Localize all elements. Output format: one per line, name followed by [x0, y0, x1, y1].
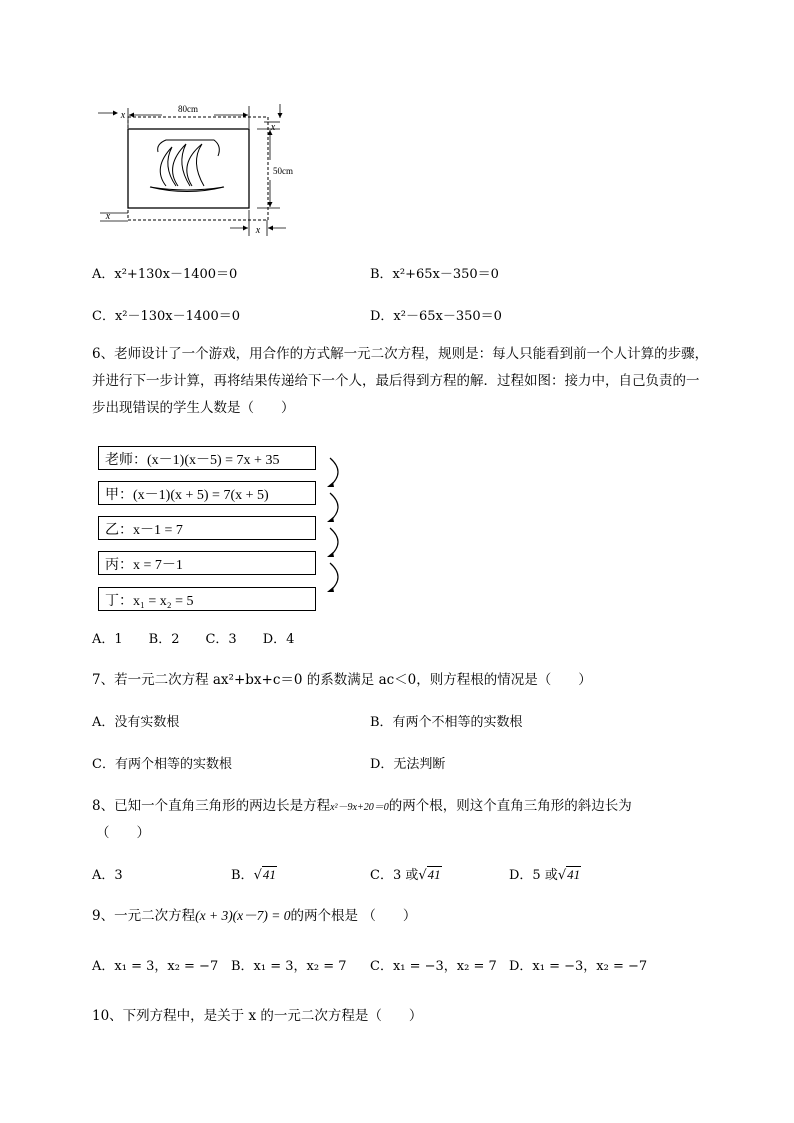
q7-option-c[interactable]: C．有两个相等的实数根 [92, 757, 232, 772]
ship-painting-figure [92, 100, 302, 240]
q8-option-b[interactable]: B．√41 [231, 867, 276, 883]
q6-step-jia: 甲：(x－1)(x + 5) = 7(x + 5) [98, 481, 316, 505]
q8-option-d[interactable]: D．5 或√41 [509, 867, 581, 883]
q6-step-teacher: 老师：(x－1)(x－5) = 7x + 35 [98, 446, 316, 470]
relay-arrows [316, 450, 356, 615]
q10-text: 10、下列方程中，是关于 x 的一元二次方程是（ ） [92, 1008, 423, 1024]
q7-option-a[interactable]: A．没有实数根 [92, 715, 180, 730]
inner-painting [128, 129, 249, 208]
q5-option-c[interactable]: C．x²－130x－1400＝0 [92, 309, 240, 324]
q8-text: 8、已知一个直角三角形的两边长是方程x²－9x+20＝0的两个根，则这个直角三角形的斜边长为 [92, 798, 632, 814]
q8-paren: （ ） [96, 825, 150, 841]
height-label: 50cm [273, 166, 293, 176]
q9-option-a[interactable]: A．x₁ = 3，x₂ = −7 [92, 959, 219, 974]
q9-text: 9、一元二次方程(x + 3)(x－7) = 0的两个根是 （ ） [92, 908, 417, 924]
q7-text: 7、若一元二次方程 ax²+bx+c＝0 的系数满足 ac＜0，则方程根的情况是（ ） [92, 672, 592, 688]
svg-text:x: x [105, 211, 111, 222]
svg-text:x: x [270, 122, 276, 133]
q7-option-b[interactable]: B．有两个不相等的实数根 [370, 715, 523, 730]
q5-option-d[interactable]: D．x²－65x－350＝0 [370, 309, 502, 324]
width-label: 80cm [178, 104, 198, 114]
q8-option-a[interactable]: A．3 [92, 868, 123, 883]
q8-option-c[interactable]: C．3 或√41 [370, 867, 441, 883]
svg-text:x: x [120, 110, 126, 121]
q6-step-bing: 丙：x = 7－1 [98, 551, 316, 575]
q5-option-b[interactable]: B．x²+65x－350＝0 [370, 267, 499, 282]
q7-option-d[interactable]: D．无法判断 [370, 757, 446, 772]
q9-option-c[interactable]: C．x₁ = −3，x₂ = 7 [370, 959, 497, 974]
q9-option-b[interactable]: B．x₁ = 3，x₂ = 7 [231, 959, 347, 974]
q6-text: 6、老师设计了一个游戏，用合作的方式解一元二次方程，规则是：每人只能看到前一个人计算的步骤，并进行下一步计算，再将结果传递给下一个人，最后得到方程的解．过程如图：接力中，自己负责的一步出现错误的学生人数是（ ） [92, 346, 709, 416]
svg-text:x: x [255, 225, 261, 236]
q5-option-a[interactable]: A．x²+130x－1400＝0 [92, 267, 238, 282]
q6-step-yi: 乙：x－1 = 7 [98, 516, 316, 540]
q6-step-ding: 丁：x₁ = x₂ = 5 [98, 587, 316, 611]
outer-frame [128, 117, 268, 220]
q9-option-d[interactable]: D．x₁ = −3，x₂ = −7 [509, 959, 648, 974]
ship-icon [150, 140, 224, 192]
q6-options[interactable]: A．1 B．2 C．3 D．4 [92, 632, 295, 647]
